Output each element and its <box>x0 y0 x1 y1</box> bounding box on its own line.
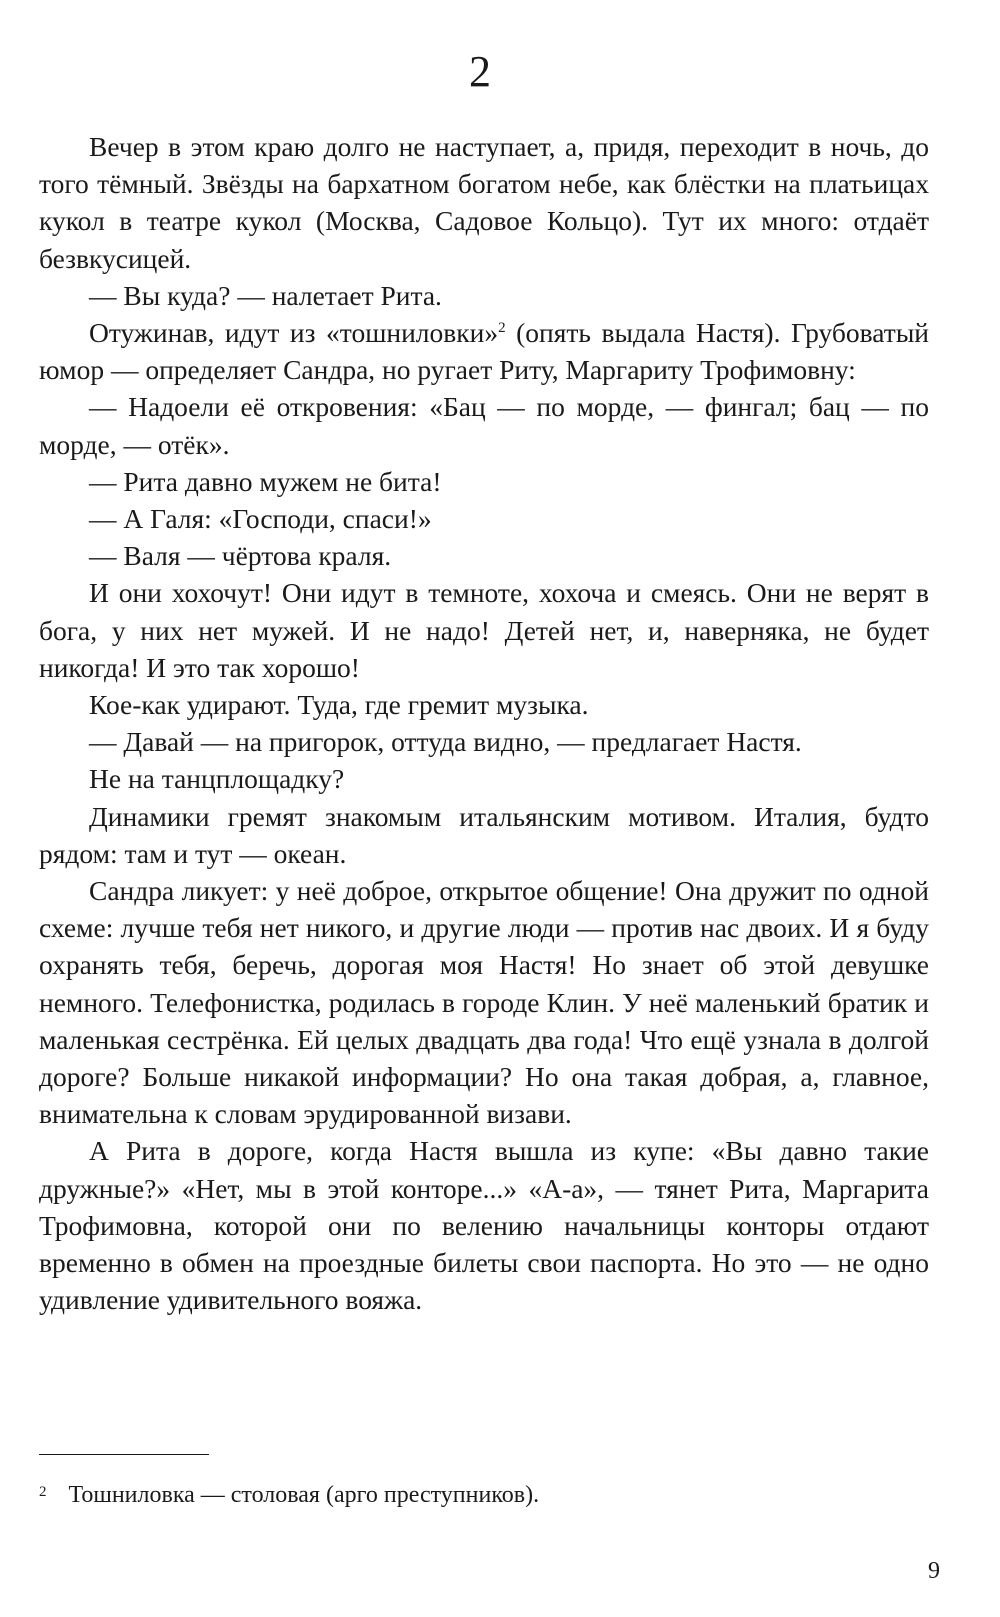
page-number: 9 <box>928 1558 940 1584</box>
paragraph: — Валя — чёртова краля. <box>89 540 392 572</box>
paragraph: — А Галя: «Господи, спаси!» <box>89 503 432 535</box>
paragraph: — Давай — на пригорок, оттуда видно, — предлагает Настя. <box>89 726 802 758</box>
paragraph: Динамики гремят знакомым итальянским мотивом. Италия, будто рядом: там и тут — океан. <box>39 800 929 869</box>
main-text <box>39 128 929 1319</box>
paragraph: Вечер в этом краю долго не наступает, а, придя, переходит в ночь, до того тёмный. Звёзды на бархатном богатом небе, как блёстки на платьицах кукол в театре кукол (Москва, Садовое Кольцо). Тут их много: отдаёт безвкусицей. <box>39 131 929 274</box>
chapter-number: 2 <box>469 47 491 96</box>
paragraph: А Рита в дороге, когда Настя вышла из купе: «Вы давно такие дружные?» «Нет, мы в этой конторе...» «А-а», — тянет Рита, Маргарита Трофимовна, которой они по велению начальницы конторы отдают временно в обмен на проездные билеты свои паспорта. Но это — не одно удивление удивительного вояжа. <box>39 1135 929 1316</box>
paragraph-text: (опять выдала Настя). Грубоватый юмор — определяет Сандра, но ругает Риту, Маргариту Трофимовну: <box>39 317 930 386</box>
paragraph: Сандра ликует: у неё доброе, открытое общение! Она дружит по одной схеме: лучше тебя нет никого, и другие люди — против нас двоих. И я буду охранять тебя, беречь, дорогая моя Настя! Но знает об этой девушке немного. Телефонистка, родилась в городе Клин. У неё маленький братик и маленькая сестрёнка. Ей целых двадцать два года! Что ещё узнала в долгой дороге? Больше никакой информации? Но она такая добрая, а, главное, внимательна к словам эрудированной визави. <box>39 875 929 1130</box>
paragraph: Не на танцплощадку? <box>89 763 345 795</box>
paragraph: Кое-как удирают. Туда, где гремит музыка. <box>89 689 589 721</box>
footnote <box>39 1476 929 1511</box>
footnote-text: Тошниловка — столовая (арго преступников). <box>68 1482 540 1508</box>
footnote-reference: 2 <box>498 320 506 337</box>
footnote-divider <box>39 1454 209 1455</box>
paragraph-text: Отужинав, идут из «тошниловки» <box>89 317 499 349</box>
paragraph: — Вы куда? — налетает Рита. <box>89 279 442 311</box>
paragraph: — Рита давно мужем не бита! <box>89 465 442 497</box>
paragraph: И они хохочут! Они идут в темноте, хохоча и смеясь. Они не верят в бога, у них нет мужей. И не надо! Детей нет, и, наверняка, не будет никогда! И это так хорошо! <box>39 577 929 683</box>
footnote-mark: 2 <box>39 1484 47 1500</box>
paragraph-with-footnote <box>39 314 929 388</box>
paragraph: — Надоели её откровения: «Бац — по морде, — фингал; бац — по морде, — отёк». <box>39 391 929 460</box>
